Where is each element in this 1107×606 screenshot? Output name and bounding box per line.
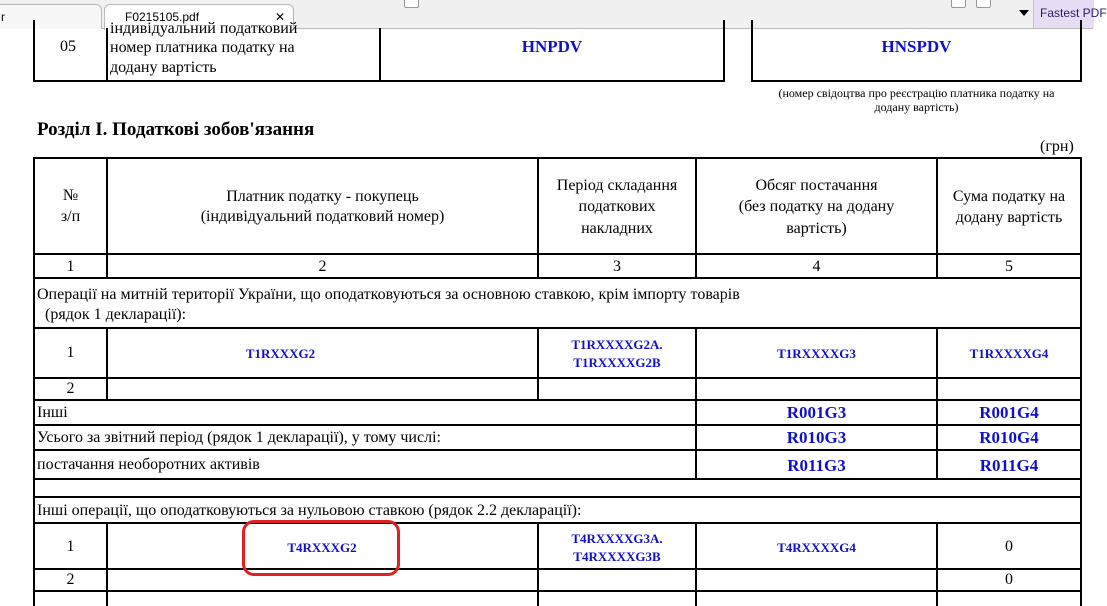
g1-row1-period-a[interactable]: T1RXXXXG2A.: [571, 337, 663, 352]
certificate-caption-1: (номер свідоцтва про реєстрацію платника податку на: [778, 86, 1055, 100]
r011g3-field[interactable]: R011G3: [787, 456, 846, 475]
row05-label-3: додану вартість: [110, 59, 217, 76]
r001g4-field[interactable]: R001G4: [979, 403, 1039, 422]
r010g4-field[interactable]: R010G4: [979, 428, 1039, 447]
header-num-2: з/п: [60, 208, 81, 225]
row05-label-2: номер платника податку на: [110, 39, 295, 56]
tab-previous-label: r: [1, 10, 5, 24]
header-volume-2: (без податку на додану: [738, 198, 895, 215]
summary-fixed-assets-label: постачання необоротних активів: [37, 456, 260, 473]
group2-title: Інші операції, що оподатковуються за нульовою ставкою (рядок 2.2 декларації):: [37, 502, 582, 519]
header-volume-3: вартість): [786, 220, 847, 237]
column-number-2: 2: [318, 258, 327, 275]
hnspdv-field[interactable]: HNSPDV: [881, 37, 952, 56]
toolbar-mini-button[interactable]: [404, 0, 419, 8]
g2-row2-num: 2: [66, 571, 75, 588]
certificate-caption-2: додану вартість): [874, 100, 959, 114]
highlight-annotation: [242, 520, 400, 576]
g2-row1-period-a[interactable]: T4RXXXXG3A.: [571, 531, 663, 546]
row05-label-1: індивідуальний податковий: [110, 20, 298, 37]
section-title: Розділ І. Податкові зобов'язання: [37, 119, 315, 140]
tab-close-icon[interactable]: ✕: [275, 10, 286, 24]
g1-row1-volume[interactable]: T1RXXXXG3: [777, 346, 856, 361]
header-tax-1: Сума податку на: [952, 188, 1066, 205]
summary-total-label: Усього за звітний період (рядок 1 декларації), у тому числі:: [37, 429, 441, 446]
summary-other-label: Інші: [37, 404, 68, 421]
brand-label: Fastest PDF: [1040, 6, 1107, 20]
g2-row1-tax[interactable]: 0: [1005, 538, 1013, 555]
header-period-2: податкових: [578, 198, 656, 215]
g1-row2-num: 2: [66, 380, 75, 397]
zoom-out-icon[interactable]: [951, 0, 966, 8]
header-buyer-1: Платник податку - покупець: [226, 188, 419, 205]
g2-row1-num: 1: [66, 538, 75, 555]
g2-row1-period-b[interactable]: T4RXXXXG3B: [573, 549, 661, 564]
column-number-4: 4: [812, 258, 821, 275]
column-number-5: 5: [1005, 258, 1013, 275]
g1-row1-period-b[interactable]: T1RXXXXG2B: [573, 355, 661, 370]
g1-row1-num: 1: [66, 344, 75, 361]
header-period-1: Період складання: [556, 177, 678, 194]
g1-row1-buyer[interactable]: T1RXXXG2: [245, 346, 316, 361]
header-num-1: №: [62, 187, 79, 204]
column-number-3: 3: [613, 258, 621, 275]
tab-title: F0215105.pdf: [125, 10, 200, 24]
column-number-1: 1: [66, 258, 75, 275]
g2-row1-volume[interactable]: T4RXXXXG4: [777, 540, 856, 555]
group1-title-1: Операції на митній території України, що оподатковуються за основною ставкою, крім імпорту товарів: [37, 286, 740, 303]
row-number: 05: [60, 38, 76, 55]
header-buyer-2: (індивідуальний податковий номер): [200, 208, 445, 225]
zoom-in-icon[interactable]: [976, 0, 991, 8]
header-tax-2: додану вартість: [955, 209, 1063, 226]
header-period-3: накладних: [581, 220, 653, 237]
header-volume-1: Обсяг постачання: [755, 177, 878, 194]
g2-row2-tax[interactable]: 0: [1005, 571, 1013, 588]
r001g3-field[interactable]: R001G3: [786, 403, 847, 422]
g1-row1-tax[interactable]: T1RXXXXG4: [969, 346, 1049, 361]
chevron-down-icon[interactable]: [1019, 10, 1029, 16]
r011g4-field[interactable]: R011G4: [979, 456, 1039, 475]
g2-row1-buyer[interactable]: T4RXXXG2: [287, 540, 357, 555]
hnpdv-field[interactable]: HNPDV: [521, 37, 583, 56]
group1-title-2: (рядок 1 декларації):: [45, 306, 187, 323]
currency-unit: (грн): [1040, 138, 1074, 155]
r010g3-field[interactable]: R010G3: [786, 428, 847, 447]
